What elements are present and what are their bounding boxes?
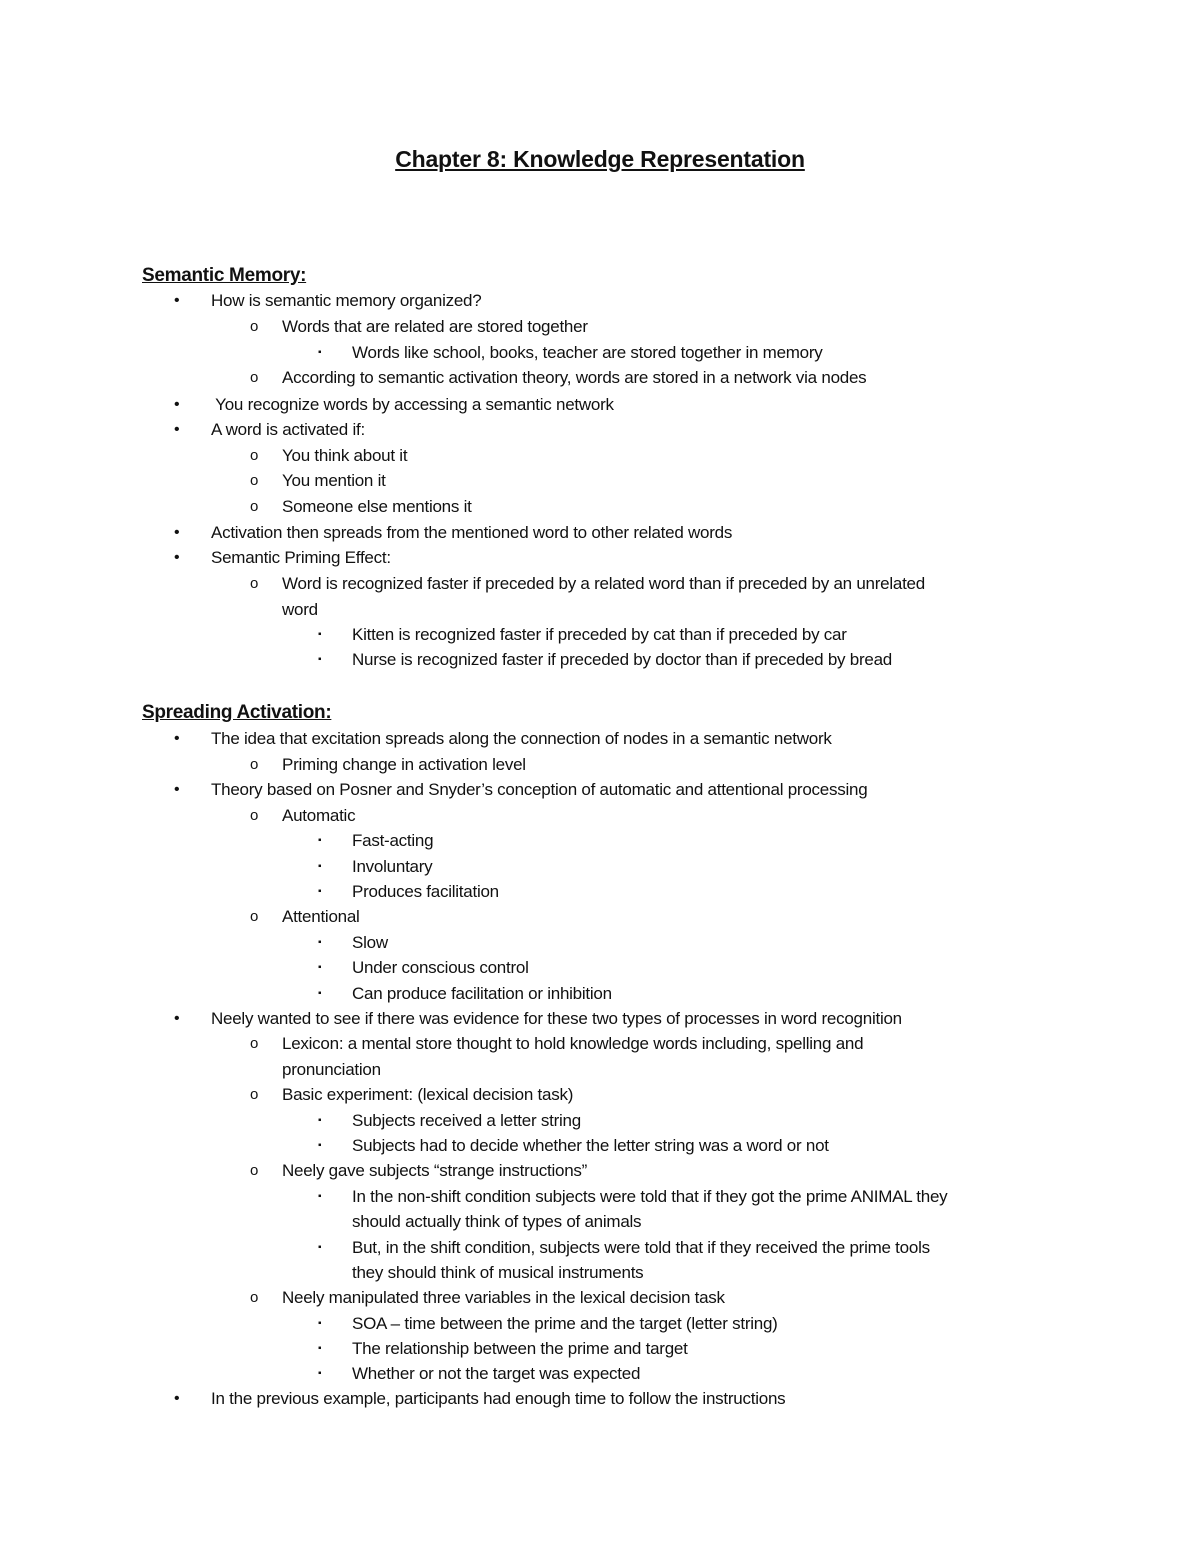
document-title: Chapter 8: Knowledge Representation xyxy=(395,146,805,172)
circle-marker: o xyxy=(250,575,259,592)
circle-marker: o xyxy=(250,756,259,773)
square-marker: ▪ xyxy=(318,937,322,948)
list-item: Activation then spreads from the mentioned word to other related words xyxy=(211,523,733,542)
circle-marker: o xyxy=(250,1086,259,1103)
square-marker: ▪ xyxy=(318,835,322,846)
circle-marker: o xyxy=(250,472,259,489)
list-item: Under conscious control xyxy=(352,958,529,977)
list-item: In the non-shift condition subjects were told that if they got the prime ANIMAL they xyxy=(352,1187,948,1206)
list-item: How is semantic memory organized? xyxy=(211,291,482,310)
list-item: The relationship between the prime and target xyxy=(352,1339,688,1358)
list-item: You recognize words by accessing a semantic network xyxy=(211,395,614,414)
square-marker: ▪ xyxy=(318,1140,322,1151)
list-item: Theory based on Posner and Snyder’s conception of automatic and attentional processing xyxy=(211,780,868,799)
square-marker: ▪ xyxy=(318,861,322,872)
bullet-marker: • xyxy=(174,1390,180,1407)
list-item: Fast-acting xyxy=(352,831,434,850)
list-item: A word is activated if: xyxy=(211,420,365,439)
bullet-marker: • xyxy=(174,396,180,413)
list-item: Basic experiment: (lexical decision task) xyxy=(282,1085,574,1104)
list-item: Words that are related are stored together xyxy=(282,317,588,336)
list-item: Words like school, books, teacher are stored together in memory xyxy=(352,343,823,362)
square-marker: ▪ xyxy=(318,1318,322,1329)
list-item: Someone else mentions it xyxy=(282,497,472,516)
circle-marker: o xyxy=(250,369,259,386)
list-item-continuation: word xyxy=(282,600,318,619)
circle-marker: o xyxy=(250,908,259,925)
list-item: Lexicon: a mental store thought to hold knowledge words including, spelling and xyxy=(282,1034,864,1053)
list-item: Kitten is recognized faster if preceded by cat than if preceded by car xyxy=(352,625,847,644)
list-item: SOA – time between the prime and the target (letter string) xyxy=(352,1314,778,1333)
square-marker: ▪ xyxy=(318,1191,322,1202)
square-marker: ▪ xyxy=(318,654,322,665)
bullet-marker: • xyxy=(174,781,180,798)
list-item: Priming change in activation level xyxy=(282,755,526,774)
circle-marker: o xyxy=(250,807,259,824)
list-item: The idea that excitation spreads along the connection of nodes in a semantic network xyxy=(211,729,832,748)
list-item: Subjects had to decide whether the letter string was a word or not xyxy=(352,1136,829,1155)
square-marker: ▪ xyxy=(318,886,322,897)
square-marker: ▪ xyxy=(318,1368,322,1379)
circle-marker: o xyxy=(250,447,259,464)
list-item: According to semantic activation theory, words are stored in a network via nodes xyxy=(282,368,867,387)
square-marker: ▪ xyxy=(318,1343,322,1354)
bullet-marker: • xyxy=(174,730,180,747)
list-item: Neely manipulated three variables in the lexical decision task xyxy=(282,1288,725,1307)
circle-marker: o xyxy=(250,1162,259,1179)
list-item: Word is recognized faster if preceded by a related word than if preceded by an unrelated xyxy=(282,574,925,593)
list-item: You mention it xyxy=(282,471,386,490)
bullet-marker: • xyxy=(174,421,180,438)
list-item: In the previous example, participants had enough time to follow the instructions xyxy=(211,1389,786,1408)
list-item: Whether or not the target was expected xyxy=(352,1364,641,1383)
bullet-marker: • xyxy=(174,292,180,309)
circle-marker: o xyxy=(250,318,259,335)
list-item: Involuntary xyxy=(352,857,433,876)
circle-marker: o xyxy=(250,1035,259,1052)
square-marker: ▪ xyxy=(318,347,322,358)
list-item: Subjects received a letter string xyxy=(352,1111,581,1130)
list-item: Neely gave subjects “strange instructions” xyxy=(282,1161,588,1180)
list-item: Neely wanted to see if there was evidence for these two types of processes in word recognition xyxy=(211,1009,902,1028)
list-item: Nurse is recognized faster if preceded by doctor than if preceded by bread xyxy=(352,650,892,669)
list-item: Slow xyxy=(352,933,388,952)
list-item: Produces facilitation xyxy=(352,882,499,901)
square-marker: ▪ xyxy=(318,988,322,999)
list-item: Can produce facilitation or inhibition xyxy=(352,984,612,1003)
section-heading-semantic-memory: Semantic Memory: xyxy=(142,265,307,286)
square-marker: ▪ xyxy=(318,1115,322,1126)
list-item: You think about it xyxy=(282,446,408,465)
list-item: But, in the shift condition, subjects were told that if they received the prime tools xyxy=(352,1238,930,1257)
bullet-marker: • xyxy=(174,549,180,566)
bullet-marker: • xyxy=(174,1010,180,1027)
list-item: Automatic xyxy=(282,806,356,825)
square-marker: ▪ xyxy=(318,962,322,973)
square-marker: ▪ xyxy=(318,1242,322,1253)
list-item-continuation: should actually think of types of animals xyxy=(352,1212,642,1231)
list-item: Attentional xyxy=(282,907,360,926)
circle-marker: o xyxy=(250,498,259,515)
bullet-marker: • xyxy=(174,524,180,541)
square-marker: ▪ xyxy=(318,629,322,640)
section-heading-spreading-activation: Spreading Activation: xyxy=(142,702,332,723)
list-item-continuation: they should think of musical instruments xyxy=(352,1263,644,1282)
list-item: Semantic Priming Effect: xyxy=(211,548,391,567)
list-item-continuation: pronunciation xyxy=(282,1060,381,1079)
circle-marker: o xyxy=(250,1289,259,1306)
